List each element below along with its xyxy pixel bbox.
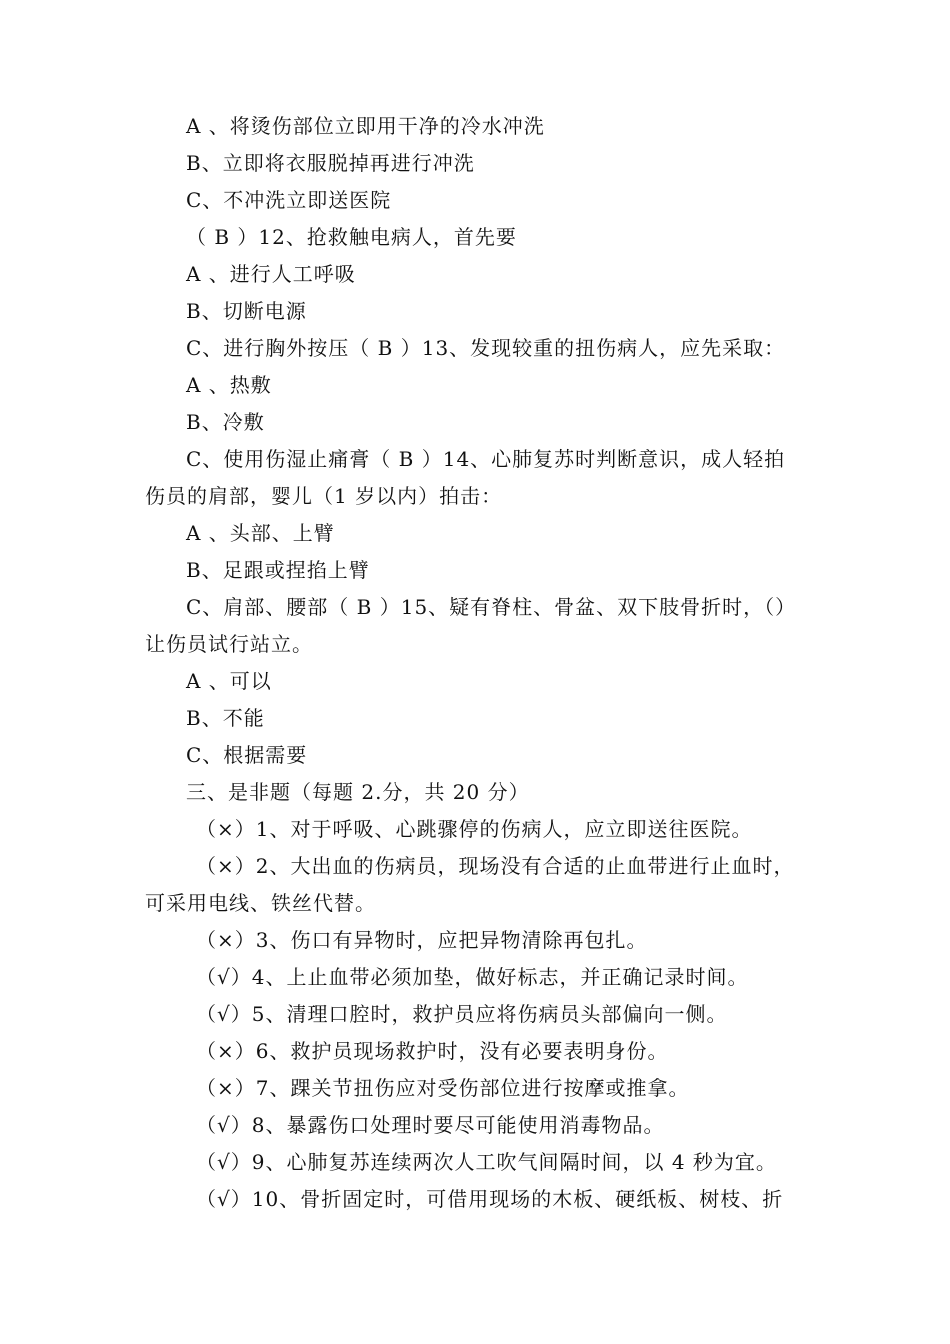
text-line: B、足跟或捏掐上臂 [186,558,370,582]
text-line: C、根据需要 [186,743,308,767]
section-heading: 三、是非题（每题 2.分，共 20 分） [186,780,530,804]
text-line: C、进行胸外按压（ B ）13、发现较重的扭伤病人，应先采取： [186,336,786,360]
text-line: B、立即将衣服脱掉再进行冲洗 [186,151,475,175]
text-line: B、冷敷 [186,410,265,434]
text-line: A 、头部、上臂 [186,521,335,545]
text-line: C、肩部、腰部（ B ）15、疑有脊柱、骨盆、双下肢骨折时，（） [186,595,797,619]
text-line: A 、热敷 [186,373,272,397]
text-line: A 、进行人工呼吸 [186,262,356,286]
true-false-item: （√）8、暴露伤口处理时要尽可能使用消毒物品。 [196,1113,665,1137]
true-false-item: （√）5、清理口腔时，救护员应将伤病员头部偏向一侧。 [196,1002,728,1026]
continuation-line: 可采用电线、铁丝代替。 [145,891,376,915]
true-false-item: （×）1、对于呼吸、心跳骤停的伤病人，应立即送往医院。 [196,817,753,841]
text-line: C、使用伤湿止痛膏（ B ）14、心肺复苏时判断意识，成人轻拍 [186,447,786,471]
text-line: A 、将烫伤部位立即用干净的冷水冲洗 [186,114,545,138]
true-false-item: （×）3、伤口有异物时，应把异物清除再包扎。 [196,928,648,952]
true-false-item: （√）9、心肺复苏连续两次人工吹气间隔时间，以 4 秒为宜。 [196,1150,777,1174]
text-line: B、不能 [186,706,265,730]
continuation-line: 伤员的肩部，婴儿（1 岁以内）拍击： [145,484,503,508]
document-body [0,108,950,1218]
text-line: A 、可以 [186,669,272,693]
text-line: B、切断电源 [186,299,307,323]
true-false-item: （×）6、救护员现场救护时，没有必要表明身份。 [196,1039,669,1063]
true-false-item: （×）2、大出血的伤病员，现场没有合适的止血带进行止血时， [196,854,795,878]
true-false-item: （×）7、踝关节扭伤应对受伤部位进行按摩或推拿。 [196,1076,690,1100]
text-line: C、不冲洗立即送医院 [186,188,392,212]
true-false-item: （√）10、骨折固定时，可借用现场的木板、硬纸板、树枝、折 [196,1187,784,1211]
true-false-item: （√）4、上止血带必须加垫，做好标志，并正确记录时间。 [196,965,749,989]
continuation-line: 让伤员试行站立。 [145,632,313,656]
question-line: （ B ）12、抢救触电病人，首先要 [186,225,517,249]
